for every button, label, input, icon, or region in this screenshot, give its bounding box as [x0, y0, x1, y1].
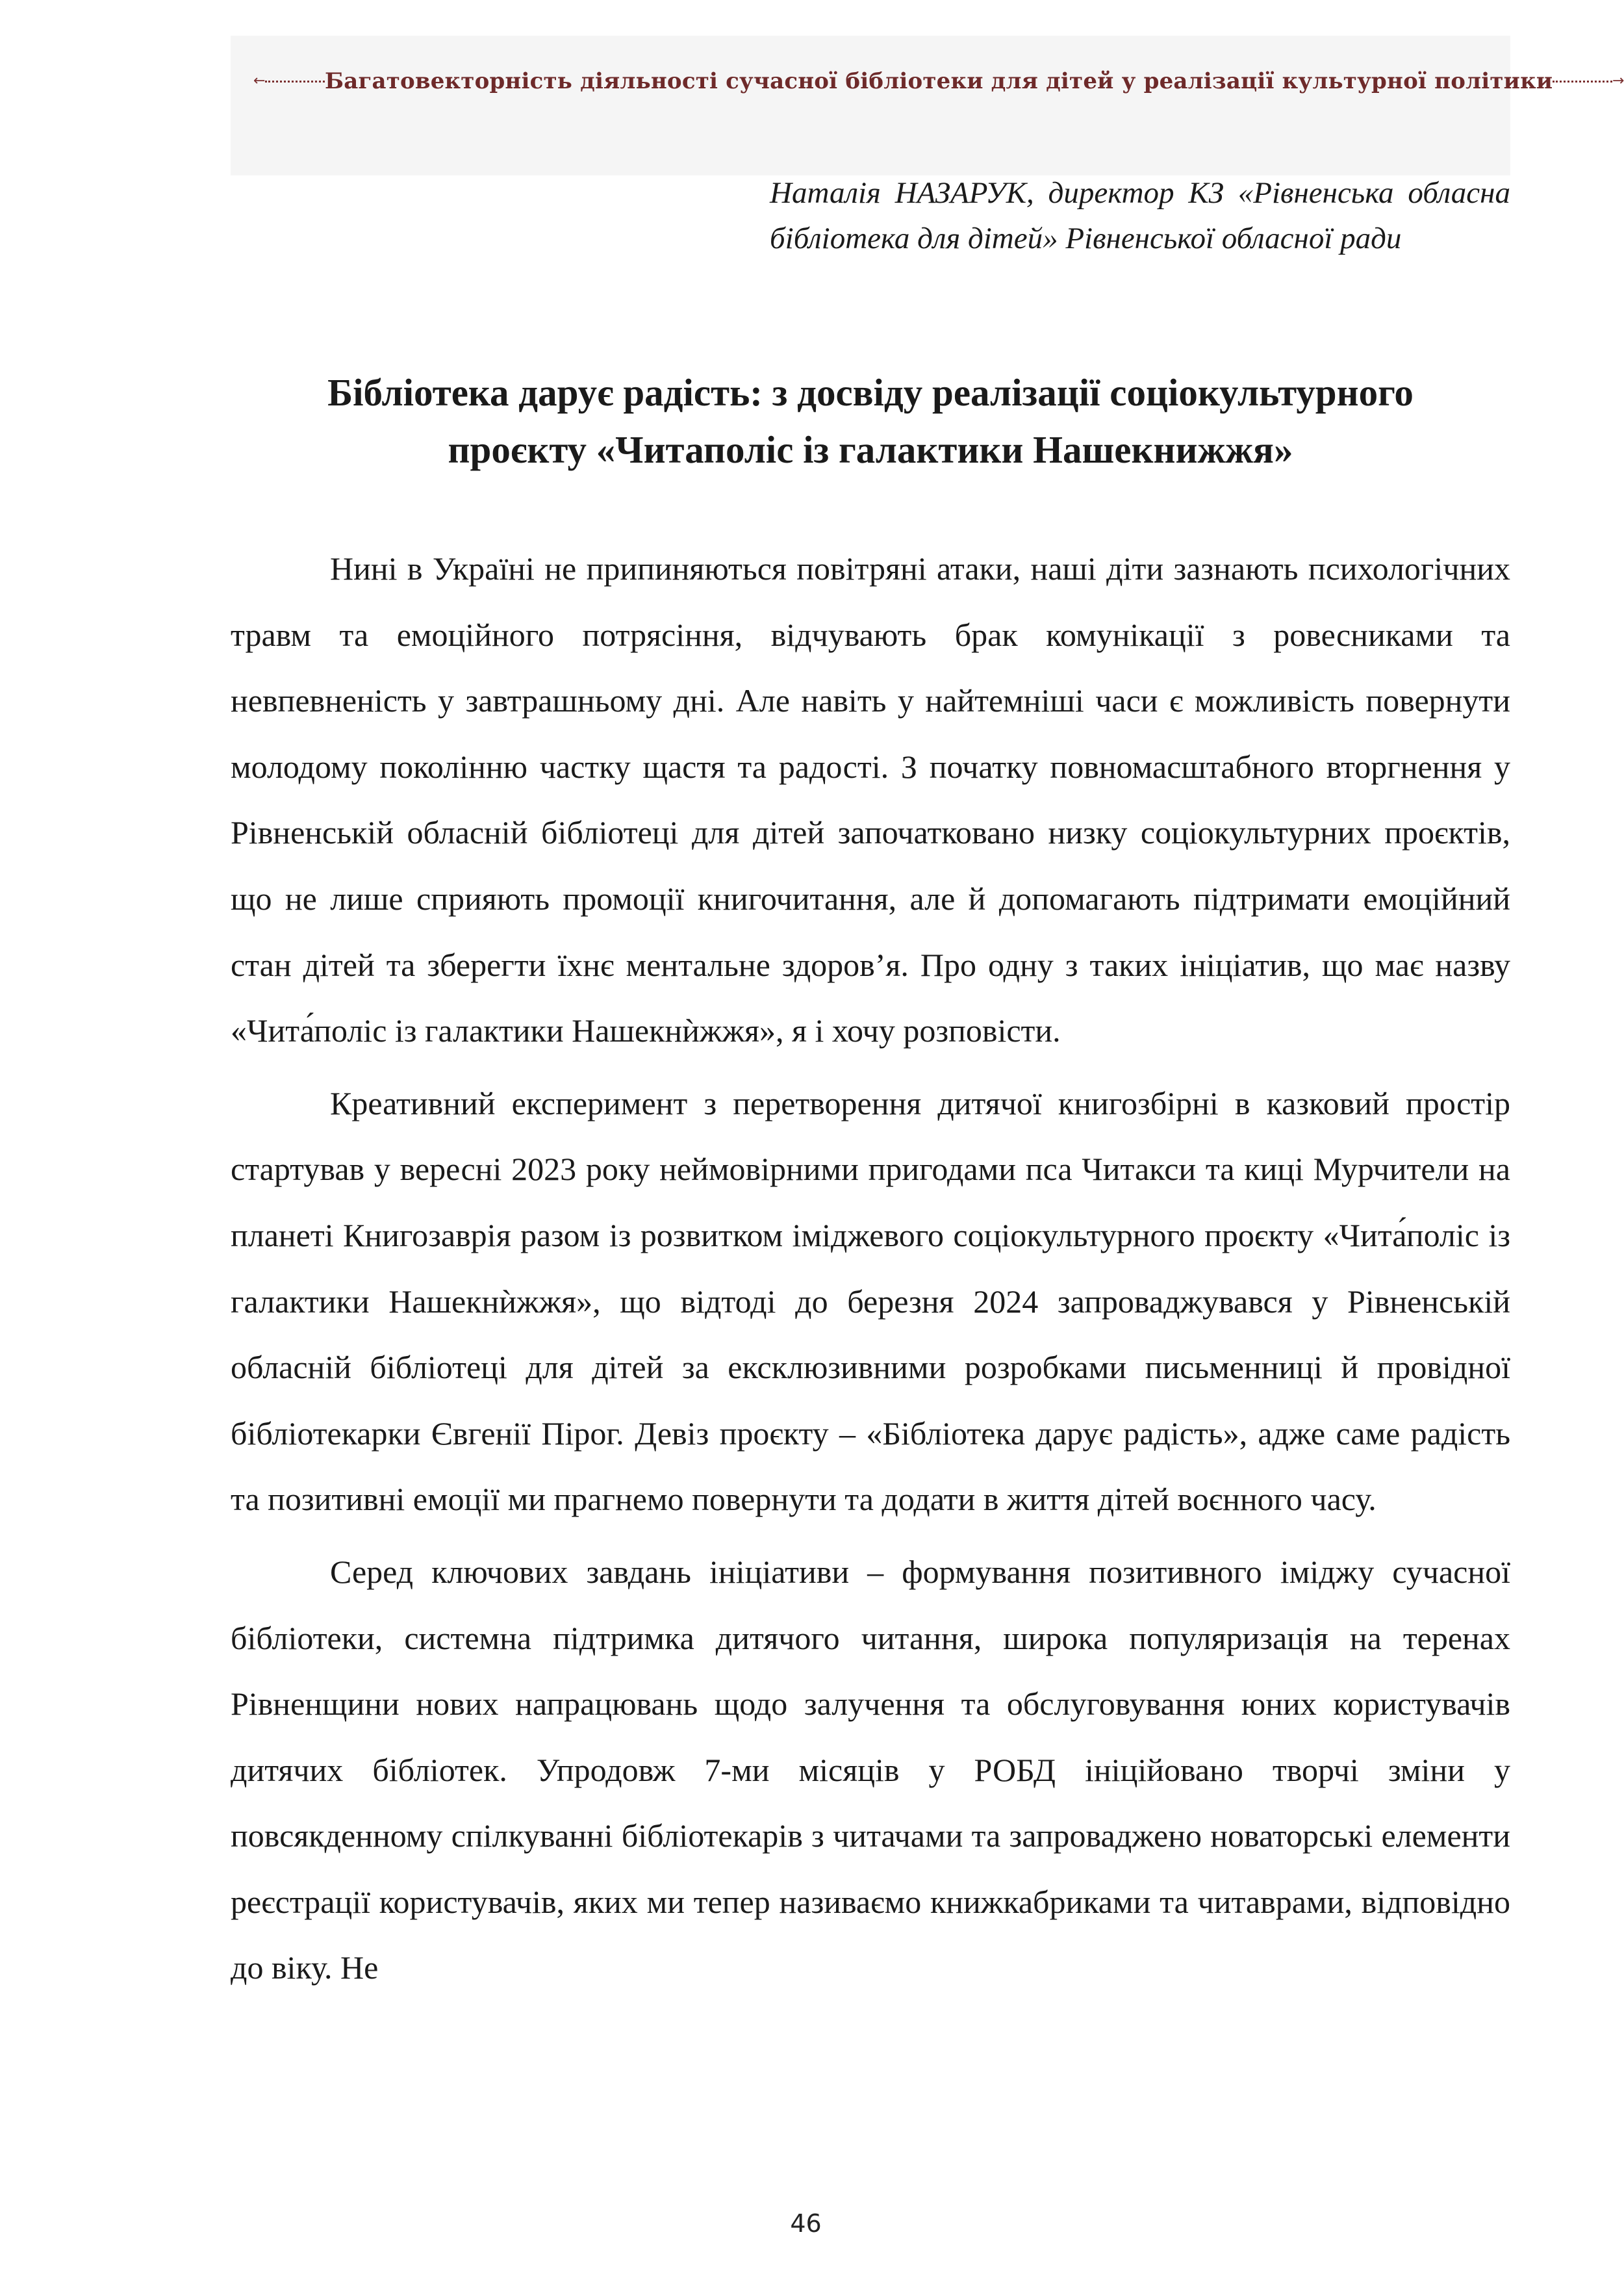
body-paragraph-3: Серед ключових завдань ініціативи – формування позитивного іміджу сучасної бібліотеки, системна підтримка дитячого читання, широка популяризація на теренах Рівненщини нових напрацювань щодо залучення та обслуговування юних користувачів дитячих бібліотек. Упродовж 7-ми місяців у РОБД ініційовано творчі зміни у повсякденному спілкуванні бібліотекарів з читачами та запроваджено новаторські елементи реєстрації користувачів, яких ми тепер називаємо книжкабриками та читаврами, відповідно до віку. Не — [231, 1553, 1510, 1986]
article-title — [231, 364, 1510, 478]
right-arrow-icon: → — [1553, 74, 1624, 88]
running-header-band — [231, 36, 1510, 175]
article-title-line-2: проєкту «Читаполіс із галактики Нашекнижжя» — [448, 428, 1293, 471]
running-title: Багатовекторність діяльності сучасної бібліотеки для дітей у реалізації культурної політики — [325, 68, 1553, 94]
article-body — [231, 536, 1510, 2008]
running-header — [253, 62, 1624, 101]
body-paragraph-2: Креативний експеримент з перетворення дитячої книгозбірні в казковий простір стартував у вересні 2023 року неймовірними пригодами пса Читакси та киці Мурчители на планеті Книгозаврія разом із розвитком іміджевого соціокультурного проєкту «Чита́поліс із галактики Нашекнѝжжя», що відтоді до березня 2024 запроваджувався у Рівненській обласній бібліотеці для дітей за ексклюзивними розробками письменниці й провідної бібліотекарки Євгенії Пірог. Девіз проєкту – «Бібліотека дарує радість», адже саме радість та позитивні емоції ми прагнемо повернути та додати в життя дітей воєнного часу. — [231, 1084, 1510, 1518]
body-paragraph-1: Нині в Україні не припиняються повітряні атаки, наші діти зазнають психологічних травм та емоційного потрясіння, відчувають брак комунікації з ровесниками та невпевненість у завтрашньому дні. Але навіть у найтемніші часи є можливість повернути молодому поколінню частку щастя та радості. З початку повномасштабного вторгнення у Рівненській обласній бібліотеці для дітей започатковано низку соціокультурних проєктів, що не лише сприяють промоції книгочитання, але й допомагають підтримати емоційний стан дітей та зберегти їхнє ментальне здоров’я. Про одну з таких ініціатив, що має назву «Чита́поліс із галактики Нашекнѝжжя», я і хочу розповісти. — [231, 550, 1510, 1049]
article-title-line-1: Бібліотека дарує радість: з досвіду реалізації соціокультурного — [327, 371, 1414, 414]
page-number: 46 — [790, 2209, 822, 2238]
left-arrow-icon: ← — [253, 74, 325, 88]
author-affiliation: Наталія НАЗАРУК, директор КЗ «Рівненська обласна бібліотека для дітей» Рівненської обласної ради — [770, 176, 1510, 255]
